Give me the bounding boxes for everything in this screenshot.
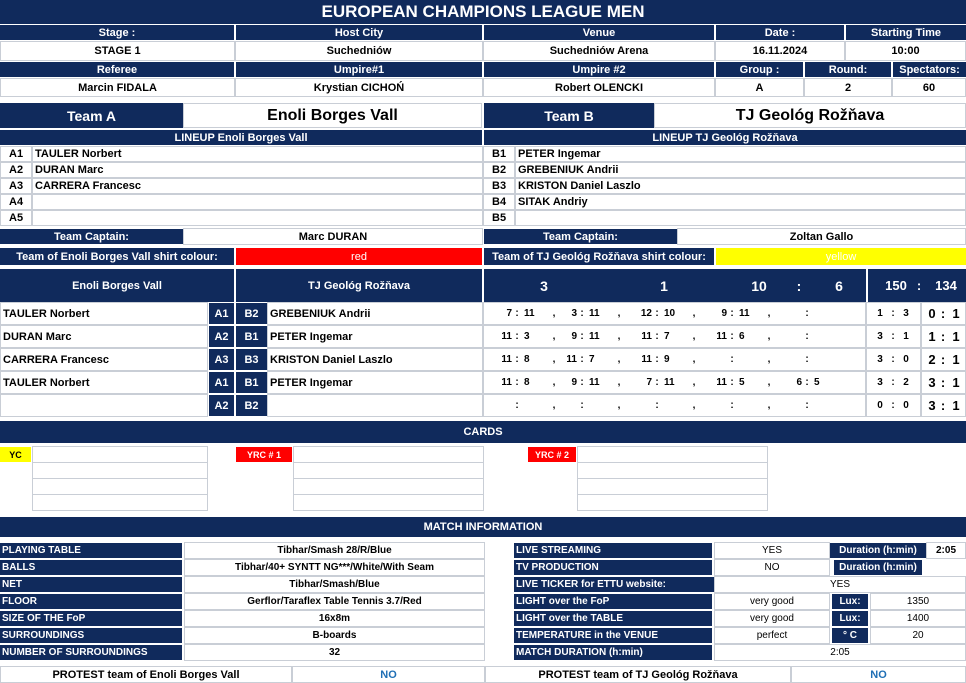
match-code-a: A3 [209, 349, 234, 370]
match-code-a: A1 [209, 372, 234, 393]
match-sets-b: 3 [903, 308, 909, 319]
set-score-colon: : [655, 400, 659, 411]
match-info-right-tag: Lux: [832, 611, 868, 626]
date-header: Date : [716, 25, 844, 40]
match-info-right-label: TV PRODUCTION [514, 560, 712, 575]
match-code-b: B1 [236, 326, 267, 347]
set-score-a [780, 325, 802, 348]
match-score-a: 2 [928, 352, 936, 367]
set-comma: , [692, 308, 696, 319]
set-score-b: 7 [589, 354, 595, 365]
set-score-colon: : [805, 400, 809, 411]
set-score-a: 11 [566, 354, 577, 365]
match-info-right-value: YES [714, 542, 830, 559]
lineup-code: A1 [0, 146, 32, 162]
lineup-b-title: LINEUP TJ Geológ Rožňava [484, 130, 966, 145]
match-player-a: CARRERA Francesc [0, 348, 208, 371]
match-player-b: PETER Ingemar [267, 371, 483, 394]
set-comma: , [767, 377, 771, 388]
set-score-colon: : [655, 308, 659, 319]
match-sets-b: 1 [903, 331, 909, 342]
match-code-a: A2 [209, 326, 234, 347]
set-score-b [812, 394, 836, 417]
match-score-b: 1 [952, 306, 960, 321]
set-score-colon: : [580, 354, 584, 365]
match-code-b: B3 [236, 349, 267, 370]
lineup-player-name: KRISTON Daniel Laszlo [515, 178, 966, 194]
spectators-header: Spectators: [893, 62, 966, 77]
lineup-player-name: SITAK Andriy [515, 194, 966, 210]
results-totals-bar [484, 269, 866, 302]
lineup-player-name [32, 210, 483, 226]
venue-value: Suchedniów Arena [483, 41, 715, 61]
match-info-right-tag: Duration (h:min) [830, 543, 926, 558]
team-a-name: Enoli Borges Vall [183, 103, 482, 128]
set-score-colon: : [730, 331, 734, 342]
card-entry [32, 462, 208, 479]
match-sets-colon: : [891, 377, 895, 388]
lineup-code: A5 [0, 210, 32, 226]
team-b-captain: Zoltan Gallo [677, 228, 966, 245]
team-a-shirt-colour: red [236, 248, 482, 265]
team-b-shirt-colour: yellow [716, 248, 966, 265]
games-won-a: 3 [540, 277, 548, 294]
match-info-right-value: NO [714, 559, 830, 576]
set-score-a: 9 [571, 331, 577, 342]
lineup-player-name [32, 194, 483, 210]
points-separator: : [916, 278, 922, 293]
set-score-b: 11 [589, 308, 600, 319]
set-comma: , [767, 331, 771, 342]
match-info-right-value: perfect [714, 627, 830, 644]
match-info-left [0, 542, 485, 662]
set-score-a [780, 348, 802, 371]
match-player-b: KRISTON Daniel Laszlo [267, 348, 483, 371]
match-sets-a: 1 [877, 308, 883, 319]
results-team-a: Enoli Borges Vall [0, 269, 234, 302]
set-score-a: 11 [716, 377, 727, 388]
sets-won-a: 10 [751, 277, 767, 294]
set-score-b: 11 [524, 308, 535, 319]
sets-won-b: 6 [835, 277, 843, 294]
match-sets-b: 0 [903, 354, 909, 365]
match-score-colon: : [940, 375, 946, 390]
set-score-a: 12 [640, 308, 652, 319]
set-score-b: 9 [664, 354, 670, 365]
set-score-a [490, 394, 512, 417]
match-player-b: GREBENIUK Andrii [267, 302, 483, 325]
set-score-a: 11 [641, 331, 652, 342]
set-comma: , [552, 400, 556, 411]
lineup-player-name: CARRERA Francesc [32, 178, 483, 194]
team-b-captain-label: Team Captain: [484, 229, 677, 244]
match-score-a: 1 [928, 329, 936, 344]
set-score-b: 8 [524, 354, 530, 365]
team-b-shirt-label: Team of TJ Geológ Rožňava shirt colour: [484, 248, 714, 265]
lineup-player-name: DURAN Marc [32, 162, 483, 178]
match-info-label: NUMBER OF SURROUNDINGS [0, 645, 182, 660]
match-info-right-label: TEMPERATURE in the VENUE [514, 628, 712, 643]
set-score-a: 11 [501, 377, 512, 388]
match-info-right-value: 2:05 [926, 542, 966, 559]
lineup-code: B4 [483, 194, 515, 210]
match-info-value: B-boards [184, 627, 485, 644]
match-info-right-tag: Lux: [832, 594, 868, 609]
team-a-label: Team A [0, 103, 183, 128]
set-score-a: 9 [721, 308, 727, 319]
set-score-b [812, 348, 836, 371]
card-yc-badge: YC [0, 447, 31, 462]
match-info-value: Gerflor/Taraflex Table Tennis 3.7/Red [184, 593, 485, 610]
match-info-right-tag: ° C [832, 628, 868, 643]
stage-header: Stage : [0, 25, 234, 40]
set-score-b [662, 394, 686, 417]
match-info-label: PLAYING TABLE [0, 543, 182, 558]
starting-time-value: 10:00 [845, 41, 966, 61]
lineup-code: A2 [0, 162, 32, 178]
match-info-right-label: MATCH DURATION (h:min) [514, 645, 712, 660]
referee-header: Referee [0, 62, 234, 77]
stage-value: STAGE 1 [0, 41, 235, 61]
match-score-b: 1 [952, 375, 960, 390]
match-player-a [0, 394, 208, 417]
match-info-right-value: 20 [870, 627, 966, 644]
set-score-colon: : [515, 354, 519, 365]
sets-separator: : [796, 277, 802, 294]
match-score-a: 0 [928, 306, 936, 321]
match-info-right-value: very good [714, 610, 830, 627]
match-code-a: A1 [209, 303, 234, 324]
protest-a-label: PROTEST team of Enoli Borges Vall [0, 666, 292, 683]
card-yrc1-badge: YRC # 1 [236, 447, 292, 462]
match-score-b: 1 [952, 329, 960, 344]
match-info-value: Tibhar/Smash/Blue [184, 576, 485, 593]
set-comma: , [692, 354, 696, 365]
match-player-b: PETER Ingemar [267, 325, 483, 348]
set-comma: , [552, 331, 556, 342]
umpire2-header: Umpire #2 [484, 62, 714, 77]
set-comma: , [617, 331, 621, 342]
set-comma: , [552, 377, 556, 388]
set-score-a [780, 302, 802, 325]
match-info-right-value: very good [714, 593, 830, 610]
set-score-b: 3 [524, 331, 530, 342]
set-score-colon: : [805, 377, 809, 388]
match-info-right-value: 1400 [870, 610, 966, 627]
set-comma: , [617, 354, 621, 365]
lineup-a-title: LINEUP Enoli Borges Vall [0, 130, 482, 145]
set-score-colon: : [655, 331, 659, 342]
lineup-code: B3 [483, 178, 515, 194]
card-entry [32, 478, 208, 495]
lineup-code: B2 [483, 162, 515, 178]
card-entry [293, 462, 484, 479]
set-score-colon: : [655, 354, 659, 365]
match-player-a: TAULER Norbert [0, 302, 208, 325]
team-a-captain-label: Team Captain: [0, 229, 183, 244]
results-team-b: TJ Geológ Rožňava [236, 269, 482, 302]
set-comma: , [617, 377, 621, 388]
protest-b-value: NO [791, 666, 966, 683]
set-comma: , [617, 308, 621, 319]
set-score-colon: : [730, 354, 734, 365]
set-score-a [705, 394, 727, 417]
points-a: 150 [885, 278, 907, 293]
set-score-colon: : [515, 400, 519, 411]
match-sets-colon: : [891, 331, 895, 342]
match-info-right-label: LIVE STREAMING [514, 543, 712, 558]
set-score-b [587, 394, 611, 417]
set-score-colon: : [580, 308, 584, 319]
card-entry [293, 478, 484, 495]
set-score-colon: : [580, 400, 584, 411]
card-entry [293, 494, 484, 511]
set-score-a [780, 394, 802, 417]
set-score-b: 5 [739, 377, 745, 388]
set-score-colon: : [730, 400, 734, 411]
set-score-b [812, 325, 836, 348]
match-info-label: NET [0, 577, 182, 592]
set-score-colon: : [655, 377, 659, 388]
match-score-a: 3 [928, 375, 936, 390]
set-score-a: 6 [796, 377, 802, 388]
set-score-a: 3 [571, 308, 577, 319]
referee-value: Marcin FIDALA [0, 78, 235, 97]
match-info-value: 32 [184, 644, 485, 661]
set-comma: , [692, 331, 696, 342]
match-info-title: MATCH INFORMATION [0, 517, 966, 537]
set-score-b: 11 [589, 377, 600, 388]
set-score-colon: : [515, 331, 519, 342]
set-score-b [737, 348, 761, 371]
umpire2-value: Robert OLENCKI [483, 78, 715, 97]
set-score-b: 11 [589, 331, 600, 342]
team-b-label: Team B [484, 103, 654, 128]
set-score-b: 10 [664, 308, 676, 319]
card-entry [32, 494, 208, 511]
round-header: Round: [805, 62, 891, 77]
set-score-a: 7 [506, 308, 512, 319]
card-entry [32, 446, 208, 463]
set-comma: , [692, 400, 696, 411]
set-score-a: 7 [646, 377, 652, 388]
set-score-a: 11 [501, 354, 512, 365]
cards-section [0, 446, 966, 514]
set-score-a [705, 348, 727, 371]
set-comma: , [767, 308, 771, 319]
match-sets-a: 3 [877, 377, 883, 388]
match-score-colon: : [940, 398, 946, 413]
round-value: 2 [804, 78, 892, 97]
set-score-b: 6 [739, 331, 745, 342]
match-sets-colon: : [891, 400, 895, 411]
team-a-shirt-label: Team of Enoli Borges Vall shirt colour: [0, 248, 234, 265]
set-score-a [555, 394, 577, 417]
set-score-b: 11 [664, 377, 675, 388]
match-sets-b: 0 [903, 400, 909, 411]
set-score-b: 11 [739, 308, 750, 319]
games-won-b: 1 [660, 277, 668, 294]
match-info-value: Tibhar/Smash 28/R/Blue [184, 542, 485, 559]
set-score-colon: : [515, 377, 519, 388]
starting-time-header: Starting Time [846, 25, 966, 40]
set-comma: , [617, 400, 621, 411]
set-score-colon: : [805, 354, 809, 365]
match-score-colon: : [940, 306, 946, 321]
set-score-colon: : [805, 331, 809, 342]
match-score-a: 3 [928, 398, 936, 413]
match-info-label: FLOOR [0, 594, 182, 609]
match-sets-a: 3 [877, 331, 883, 342]
card-entry [577, 446, 768, 463]
set-comma: , [552, 354, 556, 365]
set-score-colon: : [730, 377, 734, 388]
match-info-right-value: YES [714, 576, 966, 593]
match-sets-a: 3 [877, 354, 883, 365]
set-score-colon: : [515, 308, 519, 319]
match-info-label: SURROUNDINGS [0, 628, 182, 643]
set-score-b [737, 394, 761, 417]
protest-a-value: NO [292, 666, 485, 683]
lineup-code: B5 [483, 210, 515, 226]
protest-b-label: PROTEST team of TJ Geológ Rožňava [485, 666, 791, 683]
lineup-player-name [515, 210, 966, 226]
lineup-a-list [0, 146, 483, 227]
host-city-value: Suchedniów [235, 41, 483, 61]
lineup-player-name: GREBENIUK Andrii [515, 162, 966, 178]
set-score-b: 8 [524, 377, 530, 388]
venue-header: Venue [484, 25, 714, 40]
match-sets-a: 0 [877, 400, 883, 411]
set-score-a [630, 394, 652, 417]
set-score-colon: : [730, 308, 734, 319]
date-value: 16.11.2024 [715, 41, 845, 61]
set-comma: , [767, 400, 771, 411]
set-score-a: 11 [501, 331, 512, 342]
match-score-colon: : [940, 329, 946, 344]
points-b: 134 [935, 278, 957, 293]
set-score-b [812, 302, 836, 325]
set-score-a: 11 [716, 331, 727, 342]
set-comma: , [552, 308, 556, 319]
match-score-colon: : [940, 352, 946, 367]
card-entry [577, 462, 768, 479]
matches-table [0, 302, 966, 417]
match-info-label: BALLS [0, 560, 182, 575]
card-yrc2-badge: YRC # 2 [528, 447, 576, 462]
match-info-value: Tibhar/40+ SYNTT NG***/White/With Seam [184, 559, 485, 576]
match-sets-colon: : [891, 308, 895, 319]
cards-title: CARDS [0, 421, 966, 443]
match-player-b [267, 394, 483, 417]
lineup-b-list [483, 146, 966, 227]
match-info-right-label: LIVE TICKER for ETTU website: [514, 577, 714, 592]
match-code-b: B2 [236, 395, 267, 416]
card-entry [293, 446, 484, 463]
set-score-colon: : [805, 308, 809, 319]
lineup-code: B1 [483, 146, 515, 162]
match-info-right-value: 1350 [870, 593, 966, 610]
match-code-b: B2 [236, 303, 267, 324]
match-info-right-label: LIGHT over the FoP [514, 594, 712, 609]
set-score-b [522, 394, 546, 417]
match-info-right-value: 2:05 [714, 644, 966, 661]
lineup-player-name: TAULER Norbert [32, 146, 483, 162]
page-title: EUROPEAN CHAMPIONS LEAGUE MEN [0, 0, 966, 24]
match-score-b: 1 [952, 398, 960, 413]
set-score-a: 11 [641, 354, 652, 365]
match-player-a: TAULER Norbert [0, 371, 208, 394]
set-comma: , [692, 377, 696, 388]
match-score-b: 1 [952, 352, 960, 367]
results-points-bar [868, 269, 966, 302]
host-city-header: Host City [236, 25, 482, 40]
lineup-code: A4 [0, 194, 32, 210]
set-score-b: 5 [814, 377, 820, 388]
card-entry [577, 478, 768, 495]
match-code-b: B1 [236, 372, 267, 393]
match-info-label: SIZE OF THE FoP [0, 611, 182, 626]
set-score-colon: : [580, 331, 584, 342]
match-info-right-label: LIGHT over the TABLE [514, 611, 712, 626]
match-sets-colon: : [891, 354, 895, 365]
match-code-a: A2 [209, 395, 234, 416]
set-score-a: 9 [571, 377, 577, 388]
group-value: A [715, 78, 804, 97]
match-info-value: 16x8m [184, 610, 485, 627]
umpire1-value: Krystian CICHOŃ [235, 78, 483, 97]
team-b-name: TJ Geológ Rožňava [654, 103, 966, 128]
group-header: Group : [716, 62, 803, 77]
umpire1-header: Umpire#1 [236, 62, 482, 77]
match-player-a: DURAN Marc [0, 325, 208, 348]
spectators-value: 60 [892, 78, 966, 97]
match-info-right-tag: Duration (h:min) [834, 560, 922, 575]
match-sets-b: 2 [903, 377, 909, 388]
lineup-code: A3 [0, 178, 32, 194]
set-comma: , [767, 354, 771, 365]
set-score-colon: : [580, 377, 584, 388]
match-info-right [514, 542, 966, 662]
lineup-player-name: PETER Ingemar [515, 146, 966, 162]
team-a-captain: Marc DURAN [183, 228, 483, 245]
card-entry [577, 494, 768, 511]
set-score-b: 7 [664, 331, 670, 342]
